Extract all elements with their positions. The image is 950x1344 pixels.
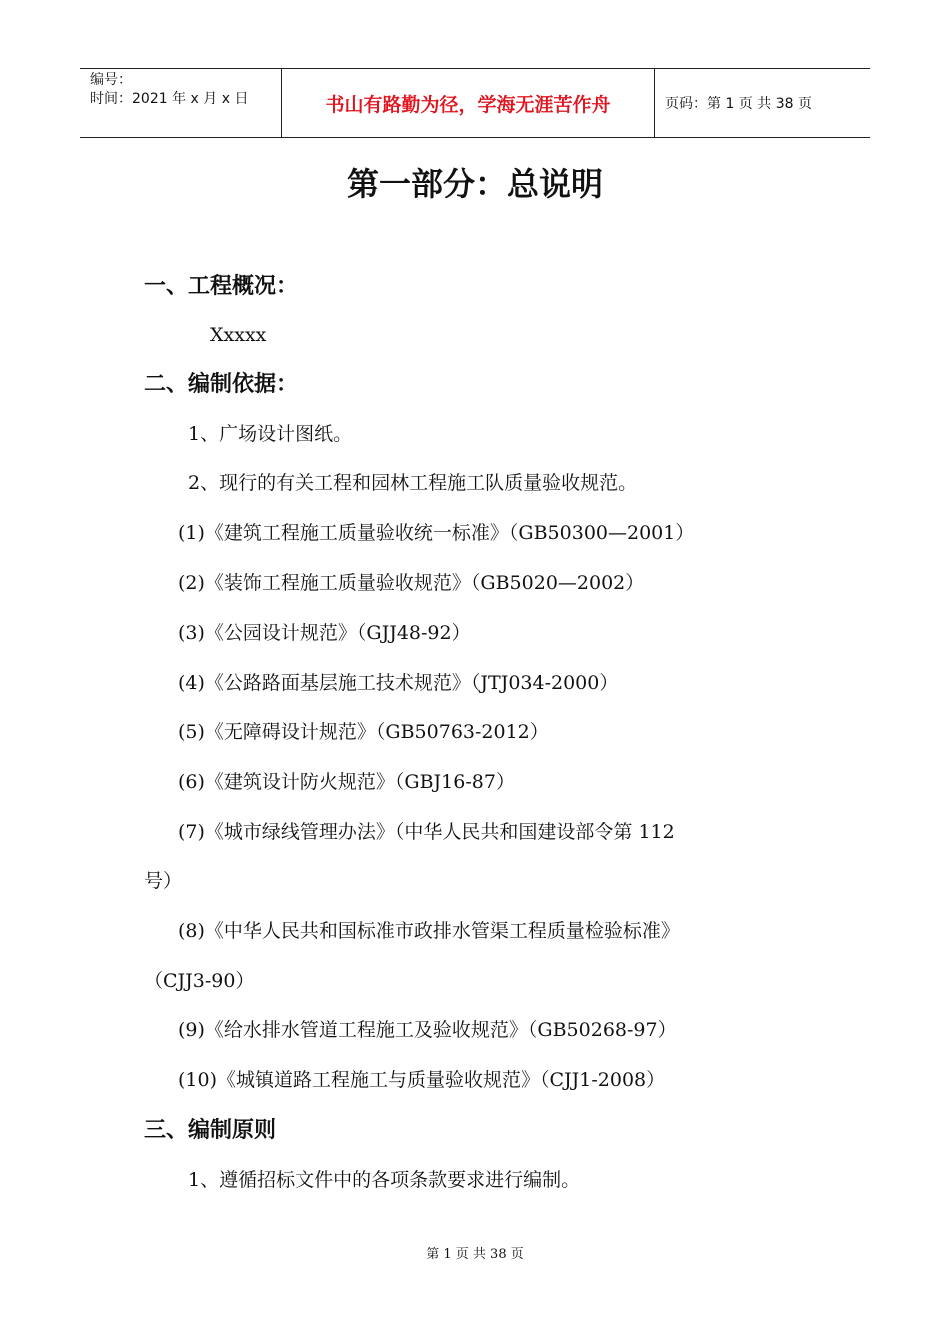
basis-item: (5)《无障碍设计规范》（GB50763-2012） (178, 721, 549, 743)
document-number-label: 编号： (90, 72, 132, 88)
section-heading-principles: 三、编制原则 (144, 1118, 277, 1143)
principle-item: 1、遵循招标文件中的各项条款要求进行编制。 (188, 1169, 581, 1191)
basis-item: (3)《公园设计规范》（GJJ48-92） (178, 622, 471, 644)
basis-item: (1)《建筑工程施工质量验收统一标准》（GB50300—2001） (178, 522, 695, 544)
basis-item: (2)《装饰工程施工质量验收规范》（GB5020—2002） (178, 572, 645, 594)
basis-item: 1、广场设计图纸。 (188, 423, 353, 445)
basis-item: (6)《建筑设计防火规范》（GBJ16-87） (178, 771, 515, 793)
basis-item: (8)《中华人民共和国标准市政排水管渠工程质量检验标准》 (178, 920, 680, 942)
header-page-info: 页码：第 1 页 共 38 页 (665, 96, 812, 112)
overview-text: Xxxxx (210, 324, 267, 346)
header-table (80, 68, 870, 138)
basis-item-continuation: 号） (144, 870, 183, 892)
basis-item: 2、现行的有关工程和园林工程施工队质量验收规范。 (188, 472, 638, 494)
header-meta-cell (80, 69, 282, 137)
basis-item: (7)《城市绿线管理办法》（中华人民共和国建设部令第 112 (178, 821, 675, 843)
document-date: 时间：2021 年 x 月 x 日 (90, 91, 249, 107)
basis-item: (9)《给水排水管道工程施工及验收规范》（GB50268-97） (178, 1019, 677, 1041)
page-title: 第一部分：总说明 (346, 165, 603, 203)
basis-item: (10)《城镇道路工程施工与质量验收规范》（CJJ1-2008） (178, 1069, 666, 1091)
basis-item-continuation: （CJJ3-90） (144, 970, 255, 992)
page-footer: 第 1 页 共 38 页 (426, 1247, 524, 1262)
section-heading-basis: 二、编制依据： (144, 372, 299, 397)
header-motto: 书山有路勤为径，学海无涯苦作舟 (282, 69, 655, 137)
section-heading-overview: 一、工程概况： (144, 274, 299, 299)
basis-item: (4)《公路路面基层施工技术规范》（JTJ034-2000） (178, 672, 619, 694)
